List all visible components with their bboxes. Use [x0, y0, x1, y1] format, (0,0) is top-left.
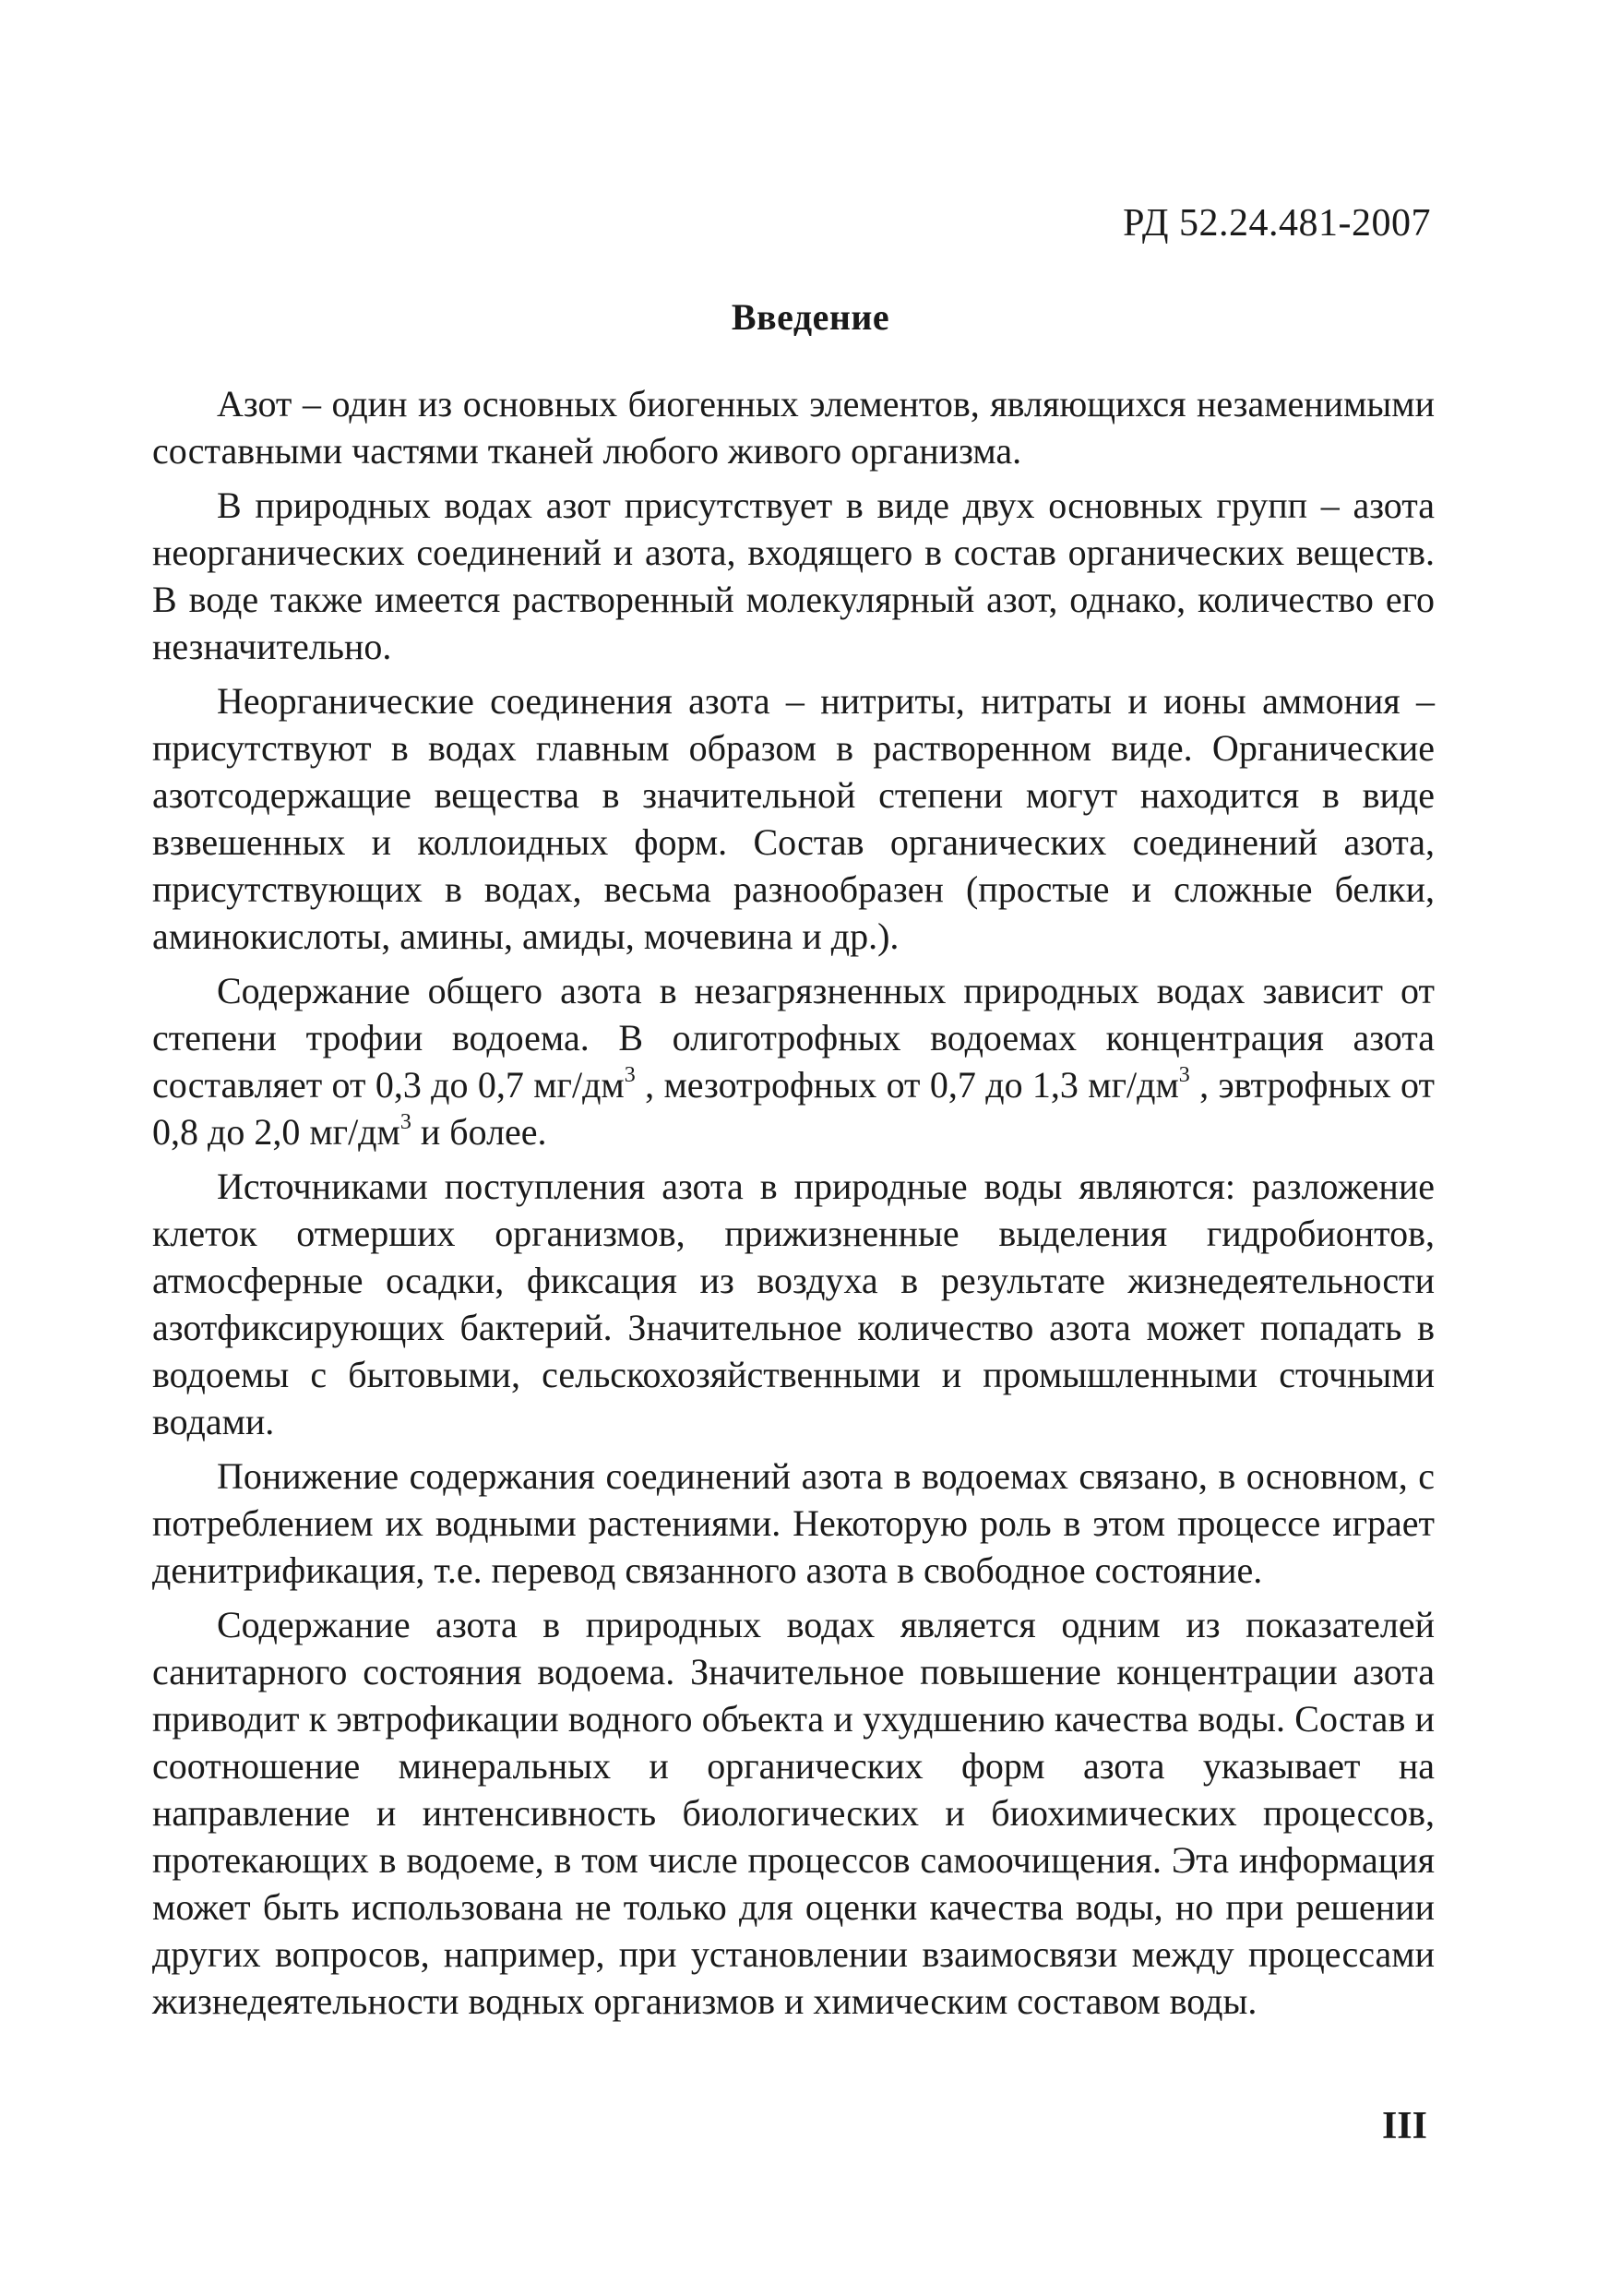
- body-text: [152, 380, 1435, 2032]
- superscript-cubic-3: 3: [399, 1110, 411, 1134]
- section-title: Введение: [731, 296, 890, 338]
- superscript-cubic-2: 3: [1178, 1063, 1190, 1087]
- superscript-cubic-1: 3: [624, 1063, 636, 1087]
- paragraph-4-part-2: , мезотрофных от 0,7 до 1,3 мг/дм: [635, 1064, 1179, 1106]
- paragraph-2: В природных водах азот присутствует в виде двух основных групп – азота неорганических соединений и азота, входящего в состав органических веществ. В воде также имеется растворенный молекулярный азот, однако, количество его незначительно.: [152, 484, 1435, 667]
- paragraph-3: Неорганические соединения азота – нитриты, нитраты и ионы аммония – присутствуют в водах главным образом в растворенном виде. Органические азотсодержащие вещества в значительной степени могут находится в виде взвешенных и коллоидных форм. Состав органических соединений азота, присутствующих в водах, весьма разнообразен (простые и сложные белки, аминокислоты, амины, амиды, мочевина и др.).: [152, 680, 1435, 957]
- paragraph-4-part-3: , эвтрофных от 0,8 до 2,0 мг/дм: [152, 1064, 1436, 1153]
- paragraph-6: Понижение содержания соединений азота в водоемах связано, в основном, с потреблением их водными растениями. Некоторую роль в этом процессе играет денитрификация, т.е. перевод связанного азота в свободное состояние.: [152, 1455, 1435, 1591]
- page-number: III: [1381, 2105, 1427, 2147]
- paragraph-1: Азот – один из основных биогенных элементов, являющихся незаменимыми составными частями тканей любого живого организма.: [152, 383, 1435, 472]
- paragraph-4-part-1: Содержание общего азота в незагрязненных природных водах зависит от степени трофии водоема. В олиготрофных водоемах концентрация азота составляет от 0,3 до 0,7 мг/дм: [152, 970, 1435, 1106]
- paragraph-5: Источниками поступления азота в природные воды являются: разложение клеток отмерших организмов, прижизненные выделения гидробионтов, атмосферные осадки, фиксация из воздуха в результате жизнедеятельности азотфиксирующих бактерий. Значительное количество азота может попадать в водоемы с бытовыми, сельскохозяйственными и промышленными сточными водами.: [152, 1166, 1435, 1442]
- document-code-header: РД 52.24.481-2007: [1123, 202, 1431, 245]
- paragraph-4-part-4: и более.: [411, 1111, 547, 1153]
- paragraph-7: Содержание азота в природных водах является одним из показателей санитарного состояния водоема. Значительное повышение концентрации азота приводит к эвтрофикации водного объекта и ухудшению качества воды. Состав и соотношение минеральных и органических форм азота указывает на направление и интенсивность биологических и биохимических процессов, протекающих в водоеме, в том числе процессов самоочищения. Эта информация может быть использована не только для оценки качества воды, но при решении других вопросов, например, при установлении взаимосвязи между процессами жизнедеятельности водных организмов и химическим составом воды.: [152, 1604, 1435, 2022]
- paragraph-4: [152, 967, 1435, 1155]
